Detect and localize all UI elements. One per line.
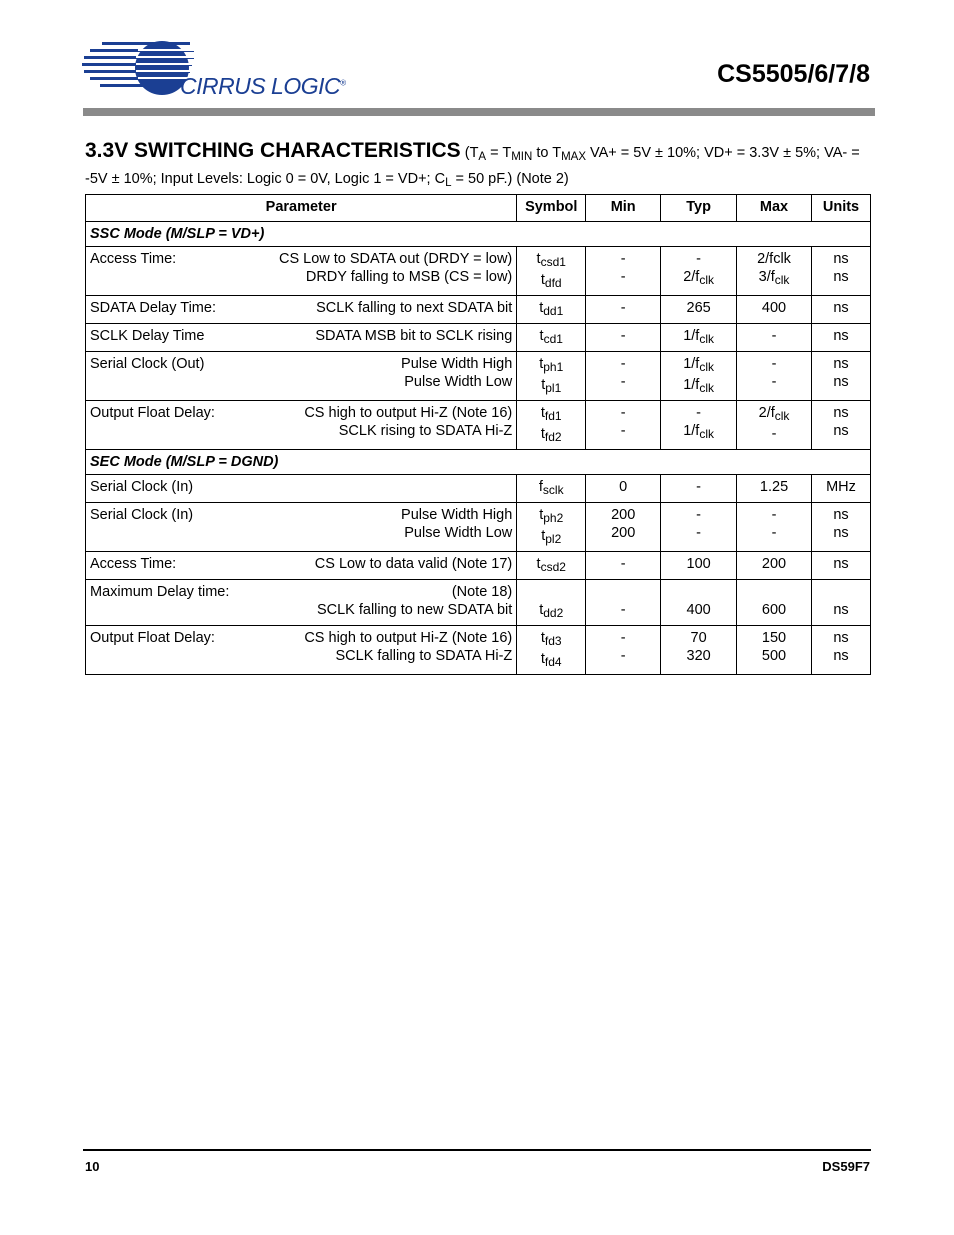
- units-cell: ns ns: [811, 401, 870, 450]
- units-cell: MHz: [811, 475, 870, 503]
- min-cell: -: [586, 296, 661, 324]
- max-cell: 600: [737, 580, 812, 626]
- units-cell: ns ns: [811, 626, 870, 675]
- typ-cell: $1/f_{clk}$ $1/f_{clk}$: [661, 352, 737, 401]
- section-row-ssc: [86, 222, 871, 247]
- table-row: [86, 401, 871, 450]
- typ-cell: 400: [661, 580, 737, 626]
- parameter-cell: Serial Clock (In) Pulse Width High Pulse Width Low: [86, 503, 517, 552]
- sec-mode-label: SEC Mode (M/SLP = DGND): [86, 450, 871, 475]
- ssc-mode-label: SSC Mode (M/SLP = VD+): [86, 222, 871, 247]
- typ-cell: - $1/f_{clk}$: [661, 401, 737, 450]
- section-row-sec: [86, 450, 871, 475]
- min-cell: - -: [586, 401, 661, 450]
- max-cell: - -: [737, 352, 812, 401]
- switching-characteristics-table: [85, 194, 871, 675]
- logo-wordmark: CIRRUS LOGIC®: [180, 73, 346, 99]
- min-cell: - -: [586, 352, 661, 401]
- test-conditions: ($T_A = T_{MIN}$ to $T_{MAX}$ VA+ = 5V ± 10%; VD+ = 3.3V ± 5%; VA- = -5V ± 10%; Input Levels: Logic 0 = 0V, Logic 1 = VD+; $C_L = 50$ pF.) (Note 2): [85, 145, 860, 189]
- max-cell: $2/f_{clk}$ -: [737, 401, 812, 450]
- page-number: 10: [85, 1159, 100, 1174]
- units-cell: ns ns: [811, 503, 870, 552]
- header-typ: Typ: [661, 195, 737, 222]
- table-row: [86, 296, 871, 324]
- min-cell: 200 200: [586, 503, 661, 552]
- symbol-cell: $t_{csd1}$ $t_{dfd}$: [517, 247, 586, 296]
- section-heading: [85, 140, 875, 194]
- table-header-row: [86, 195, 871, 222]
- table-row: [86, 475, 871, 503]
- units-cell: ns: [811, 324, 870, 352]
- table-row: [86, 503, 871, 552]
- table-row: [86, 552, 871, 580]
- header-symbol: Symbol: [517, 195, 586, 222]
- typ-cell: $1/f_{clk}$: [661, 324, 737, 352]
- symbol-cell: $t_{fd3}$ $t_{fd4}$: [517, 626, 586, 675]
- typ-cell: - -: [661, 503, 737, 552]
- symbol-cell: $f_{sclk}$: [517, 475, 586, 503]
- header-min: Min: [586, 195, 661, 222]
- symbol-cell: $t_{ph2}$ $t_{pl2}$: [517, 503, 586, 552]
- max-cell: -: [737, 324, 812, 352]
- typ-cell: 265: [661, 296, 737, 324]
- min-cell: 0: [586, 475, 661, 503]
- parameter-cell: Output Float Delay: CS high to output Hi-Z (Note 16) SCLK falling to SDATA Hi-Z: [86, 626, 517, 675]
- max-cell: 150 500: [737, 626, 812, 675]
- parameter-cell: Serial Clock (In): [86, 475, 517, 503]
- max-cell: - -: [737, 503, 812, 552]
- symbol-cell: $t_{cd1}$: [517, 324, 586, 352]
- symbol-cell: $t_{dd2}$: [517, 580, 586, 626]
- symbol-cell: $t_{dd1}$: [517, 296, 586, 324]
- parameter-cell: Output Float Delay: CS high to output Hi-Z (Note 16) SCLK rising to SDATA Hi-Z: [86, 401, 517, 450]
- typ-cell: - $2/f_{clk}$: [661, 247, 737, 296]
- min-cell: -: [586, 324, 661, 352]
- max-cell: 1.25: [737, 475, 812, 503]
- min-cell: -: [586, 552, 661, 580]
- header-divider: [83, 108, 875, 116]
- symbol-cell: $t_{ph1}$ $t_{pl1}$: [517, 352, 586, 401]
- units-cell: ns ns: [811, 352, 870, 401]
- max-cell: 400: [737, 296, 812, 324]
- footer-divider: [83, 1149, 871, 1151]
- table-row: [86, 580, 871, 626]
- parameter-cell: Maximum Delay time: (Note 18) SCLK falling to new SDATA bit: [86, 580, 517, 626]
- header-units: Units: [811, 195, 870, 222]
- table-row: [86, 352, 871, 401]
- min-cell: - -: [586, 247, 661, 296]
- parameter-cell: SCLK Delay Time SDATA MSB bit to SCLK rising: [86, 324, 517, 352]
- section-title: 3.3V SWITCHING CHARACTERISTICS: [85, 139, 461, 162]
- typ-cell: 70 320: [661, 626, 737, 675]
- table-row: [86, 626, 871, 675]
- parameter-cell: SDATA Delay Time: SCLK falling to next SDATA bit: [86, 296, 517, 324]
- units-cell: ns: [811, 296, 870, 324]
- parameter-cell: Access Time: CS Low to data valid (Note 17): [86, 552, 517, 580]
- units-cell: ns: [811, 552, 870, 580]
- part-number: CS5505/6/7/8: [717, 60, 870, 88]
- table-row: [86, 324, 871, 352]
- header-parameter: Parameter: [86, 195, 517, 222]
- units-cell: ns ns: [811, 247, 870, 296]
- table-row: [86, 247, 871, 296]
- header-max: Max: [737, 195, 812, 222]
- parameter-cell: Serial Clock (Out) Pulse Width High Pulse Width Low: [86, 352, 517, 401]
- max-cell: 2/fclk $3/f_{clk}$: [737, 247, 812, 296]
- typ-cell: 100: [661, 552, 737, 580]
- symbol-cell: $t_{fd1}$ $t_{fd2}$: [517, 401, 586, 450]
- document-id: DS59F7: [822, 1159, 870, 1174]
- symbol-cell: $t_{csd2}$: [517, 552, 586, 580]
- typ-cell: -: [661, 475, 737, 503]
- min-cell: - -: [586, 626, 661, 675]
- units-cell: ns: [811, 580, 870, 626]
- parameter-cell: Access Time: CS Low to SDATA out (DRDY = low) DRDY falling to MSB (CS = low): [86, 247, 517, 296]
- min-cell: -: [586, 580, 661, 626]
- max-cell: 200: [737, 552, 812, 580]
